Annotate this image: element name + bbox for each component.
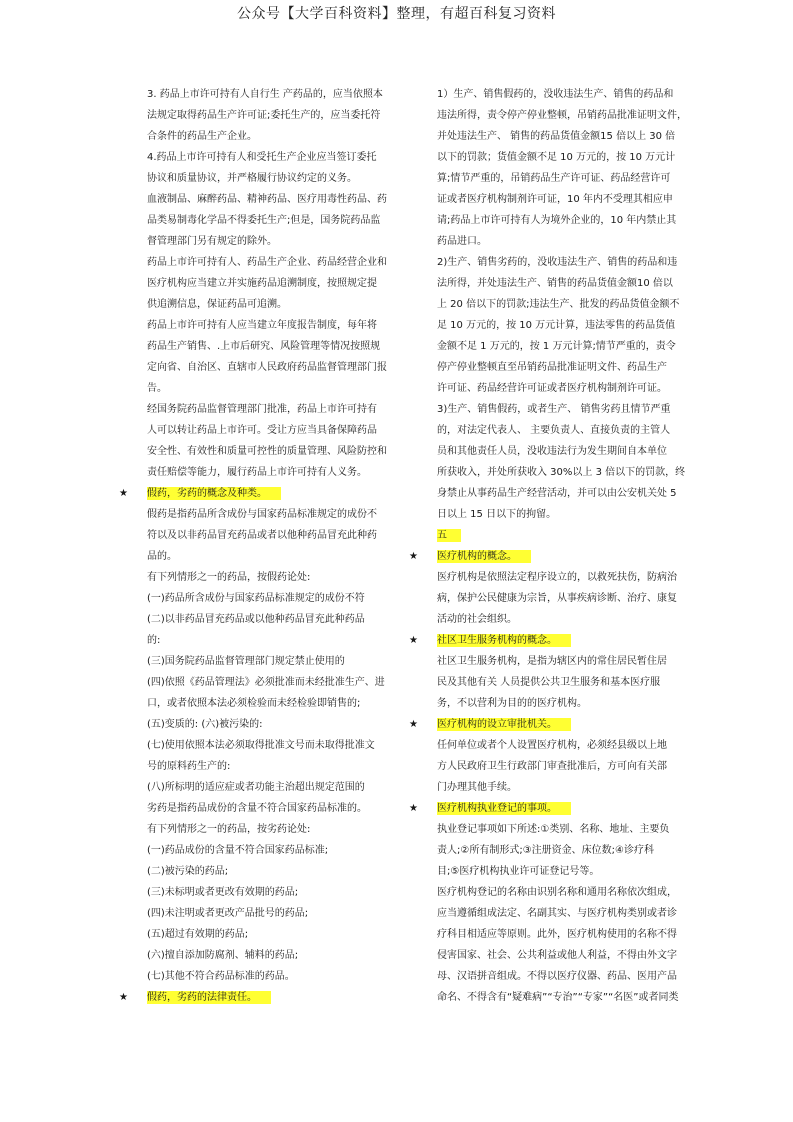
- text-line: [437, 147, 681, 168]
- text-line: [437, 399, 681, 420]
- text-line: [437, 441, 681, 462]
- text-line: [437, 231, 681, 252]
- text-line: [147, 231, 395, 252]
- line-text: (三)国务院药品监督管理部门规定禁止使用的: [147, 656, 345, 667]
- text-line: [437, 252, 681, 273]
- text-line: [437, 357, 681, 378]
- text-line: [147, 399, 395, 420]
- line-text: 足 10 万元的，按 10 万元计算，违法零售的药品货值: [437, 320, 676, 331]
- text-line: [147, 924, 395, 945]
- text-line: [147, 336, 395, 357]
- text-line: [437, 378, 681, 399]
- text-line: [147, 672, 395, 693]
- line-text: 上 20 倍以下的罚款;违法生产、批发的药品货值金额不: [437, 299, 680, 310]
- text-line: [147, 273, 395, 294]
- section-heading: [119, 483, 395, 504]
- line-text: (六)擅自添加防腐剂、辅料的药品;: [147, 950, 299, 961]
- line-text: 并处违法生产、 销售的药品货值金额15 倍以上 30 倍: [437, 131, 676, 142]
- text-line: [437, 504, 681, 525]
- text-line: [147, 147, 395, 168]
- star-icon: ★: [119, 992, 128, 1003]
- line-text: (一)药品成份的含量不符合国家药品标准;: [147, 845, 329, 856]
- right-column: [409, 84, 687, 1008]
- line-text: 药品上市许可持有人应当建立年度报告制度，每年将: [147, 320, 377, 331]
- text-line: [147, 84, 395, 105]
- highlighted-heading-text: 社区卫生服务机构的概念。: [437, 634, 571, 647]
- text-line: [437, 651, 681, 672]
- line-text: 任何单位或者个人设置医疗机构，必须经县级以上地: [437, 740, 667, 751]
- line-text: 金额不足 1 万元的，按 1 万元计算;情节严重的，责令: [437, 341, 676, 352]
- line-text: 医疗机构应当建立并实施药品追溯制度，按照规定提: [147, 278, 377, 289]
- line-text: 1）生产、销售假药的，没收违法生产、销售的药品和: [437, 89, 674, 100]
- section-heading: [409, 798, 681, 819]
- text-line: [437, 273, 681, 294]
- line-text: 命名、不得含有“疑难病”“专治”“专家”“名医”或者同类: [437, 992, 679, 1003]
- text-line: [437, 294, 681, 315]
- line-text: 责人;②所有制形式;③注册资金、床位数;④诊疗科: [437, 845, 655, 856]
- text-line: [147, 966, 395, 987]
- text-line: [437, 756, 681, 777]
- section-heading: [409, 630, 681, 651]
- section-heading: [409, 714, 681, 735]
- text-line: [437, 777, 681, 798]
- line-text: 符以及以非药品冒充药品或者以他种药品冒充此种药: [147, 530, 377, 541]
- text-line: [437, 336, 681, 357]
- text-line: [147, 252, 395, 273]
- line-text: (二)以非药品冒充药品或以他种药品冒充此种药品: [147, 614, 365, 625]
- left-column: [119, 84, 395, 1008]
- line-text: (八)所标明的适应症或者功能主治超出规定范围的: [147, 782, 365, 793]
- line-text: (七)其他不符合药品标准的药品。: [147, 971, 295, 982]
- line-text: 病，保护公民健康为宗旨，从事疾病诊断、治疗、康复: [437, 593, 677, 604]
- text-line: [147, 714, 395, 735]
- line-text: 定向省、自治区、直辖市人民政府药品监督管理部门报: [147, 362, 387, 373]
- text-line: [147, 945, 395, 966]
- line-text: 方人民政府卫生行政部门审查批准后，方可向有关部: [437, 761, 667, 772]
- highlighted-heading-text: 假药，劣药的概念及种类。: [147, 487, 281, 500]
- line-text: 应当遵循组成法定、名副其实、与医疗机构类别或者诊: [437, 908, 677, 919]
- text-line: [437, 735, 681, 756]
- text-line: [437, 210, 681, 231]
- text-line: [147, 756, 395, 777]
- text-line: [437, 567, 681, 588]
- line-text: 法所得，并处违法生产、销售的药品货值金额10 倍以: [437, 278, 673, 289]
- text-line: [147, 861, 395, 882]
- text-line: [437, 609, 681, 630]
- text-line: [147, 777, 395, 798]
- line-text: (二)被污染的药品;: [147, 866, 229, 877]
- line-text: 请;药品上市许可持有人为境外企业的，10 年内禁止其: [437, 215, 677, 226]
- text-line: [147, 819, 395, 840]
- text-line: [147, 105, 395, 126]
- highlighted-heading-text: 五: [437, 529, 461, 542]
- line-text: 药品上市许可持有人、药品生产企业、药品经营企业和: [147, 257, 387, 268]
- text-line: [437, 861, 681, 882]
- line-text: 身禁止从事药品生产经营活动，并可以由公安机关处 5: [437, 488, 677, 499]
- line-text: 算;情节严重的，吊销药品生产许可证、药品经营许可: [437, 173, 671, 184]
- star-icon: ★: [409, 635, 418, 646]
- text-line: [437, 126, 681, 147]
- line-text: 协议和质量协议，并严格履行协议约定的义务。: [147, 173, 357, 184]
- text-line: [147, 294, 395, 315]
- text-line: [147, 693, 395, 714]
- text-line: [437, 420, 681, 441]
- text-line: [147, 651, 395, 672]
- line-text: 活动的社会组织。: [437, 614, 517, 625]
- text-line: [437, 462, 686, 483]
- text-line: [147, 546, 395, 567]
- line-text: 日以上 15 日以下的拘留。: [437, 509, 557, 520]
- highlighted-heading-text: 医疗机构的概念。: [437, 550, 531, 563]
- text-line: [437, 693, 681, 714]
- line-text: 门办理其他手续。: [437, 782, 517, 793]
- text-line: [147, 567, 395, 588]
- line-text: 责任赔偿等能力，履行药品上市许可持有人义务。: [147, 467, 367, 478]
- text-line: [437, 945, 681, 966]
- line-text: 供追溯信息，保证药品可追溯。: [147, 299, 287, 310]
- text-line: [147, 378, 395, 399]
- line-text: (五)超过有效期的药品;: [147, 929, 249, 940]
- text-line: [147, 189, 395, 210]
- line-text: 2)生产、销售劣药的，没收违法生产、销售的药品和违: [437, 257, 678, 268]
- line-text: 口，或者依照本法必须检验而未经检验即销售的;: [147, 698, 361, 709]
- text-line: [437, 882, 681, 903]
- line-text: 证或者医疗机构制剂许可证，10 年内不受理其相应申: [437, 194, 673, 205]
- line-text: 员和其他责任人员，没收违法行为发生期间自本单位: [437, 446, 667, 457]
- text-line: [437, 84, 681, 105]
- line-text: 督管理部门另有规定的除外。: [147, 236, 277, 247]
- line-text: 安全性、有效性和质量可控性的质量管理、风险防控和: [147, 446, 387, 457]
- line-text: 假药是指药品所含成份与国家药品标准规定的成份不: [147, 509, 377, 520]
- line-text: 药品生产销售、.上市后研究、风险管理等情况按照规: [147, 341, 381, 352]
- text-line: [147, 315, 395, 336]
- text-line: [437, 105, 687, 126]
- line-text: 4.药品上市许可持有人和受托生产企业应当签订委托: [147, 152, 377, 163]
- text-line: [147, 126, 395, 147]
- text-line: [147, 504, 395, 525]
- line-text: 劣药是指药品成份的含量不符合国家药品标准的。: [147, 803, 367, 814]
- text-line: [437, 483, 681, 504]
- line-text: 停产停业整顿直至吊销药品批准证明文件、药品生产: [437, 362, 667, 373]
- line-text: 品类易制毒化学品不得委托生产;但是，国务院药品监: [147, 215, 381, 226]
- highlighted-heading-text: 医疗机构执业登记的事项。: [437, 802, 571, 815]
- text-line: [437, 924, 681, 945]
- star-icon: ★: [409, 803, 418, 814]
- line-text: (一)药品所含成份与国家药品标准规定的成份不符: [147, 593, 365, 604]
- star-icon: ★: [119, 488, 128, 499]
- text-line: [437, 840, 681, 861]
- text-line: [147, 420, 395, 441]
- line-text: 人可以转让药品上市许可。受让方应当具备保障药品: [147, 425, 377, 436]
- text-line: [437, 987, 681, 1008]
- line-text: 的:: [147, 635, 161, 646]
- text-line: [437, 966, 681, 987]
- text-line: [147, 525, 395, 546]
- text-line: [147, 168, 395, 189]
- line-text: 以下的罚款；货值金额不足 10 万元的，按 10 万元计: [437, 152, 676, 163]
- text-line: [147, 462, 395, 483]
- line-text: 经国务院药品监督管理部门批准，药品上市许可持有: [147, 404, 377, 415]
- line-text: 民及其他有关 人员提供公共卫生服务和基本医疗服: [437, 677, 661, 688]
- text-line: [147, 882, 395, 903]
- text-line: [147, 630, 395, 651]
- line-text: 执业登记事项如下所述:①类别、名称、地址、主要负: [437, 824, 670, 835]
- star-icon: ★: [409, 551, 418, 562]
- text-line: [147, 609, 395, 630]
- line-text: 医疗机构登记的名称由识别名称和通用名称依次组成，: [437, 887, 677, 898]
- highlighted-heading-text: 医疗机构的设立审批机关。: [437, 718, 571, 731]
- text-line: [147, 588, 395, 609]
- text-line: [147, 441, 395, 462]
- text-line: [437, 672, 681, 693]
- line-text: (三)未标明或者更改有效期的药品;: [147, 887, 299, 898]
- line-text: 目;⑤医疗机构执业许可证登记号等。: [437, 866, 600, 877]
- line-text: 告。: [147, 383, 167, 394]
- line-text: 法规定取得药品生产许可证;委托生产的，应当委托符: [147, 110, 381, 121]
- line-text: 所获收入，并处所获收入 30%以上 3 倍以下的罚款，终: [437, 467, 686, 478]
- line-text: 有下列情形之一的药品，按劣药论处:: [147, 824, 311, 835]
- line-text: 许可证、药品经营许可证或者医疗机构制剂许可证。: [437, 383, 667, 394]
- text-line: [437, 588, 681, 609]
- text-line: [437, 168, 681, 189]
- line-text: 社区卫生服务机构，是指为辖区内的常住居民暂住居: [437, 656, 667, 667]
- line-text: 疗科目相适应等原则。此外，医疗机构使用的名称不得: [437, 929, 677, 940]
- line-text: 的，对法定代表人、 主要负责人、直接负责的主管人: [437, 425, 671, 436]
- star-icon: ★: [409, 719, 418, 730]
- text-line: [147, 735, 395, 756]
- page-header: 公众号【大学百科资料】整理，有超百科复习资料: [237, 6, 556, 22]
- section-heading: [409, 546, 681, 567]
- line-text: 号的原料药生产的:: [147, 761, 231, 772]
- line-text: 血液制品、麻醉药品、精神药品、医疗用毒性药品、药: [147, 194, 387, 205]
- highlighted-heading-text: 假药，劣药的法律责任。: [147, 991, 271, 1004]
- text-line: [147, 840, 395, 861]
- line-text: 品的。: [147, 551, 177, 562]
- line-text: 医疗机构是依照法定程序设立的，以救死扶伤，防病治: [437, 572, 677, 583]
- line-text: 3)生产、销售假药，或者生产、 销售劣药且情节严重: [437, 404, 671, 415]
- text-line: [147, 903, 395, 924]
- line-text: 母、汉语拼音组成。不得以医疗仪器、药品、医用产品: [437, 971, 677, 982]
- line-text: (五)变质的: (六)被污染的:: [147, 719, 263, 730]
- line-text: (四)依照《药品管理法》必须批准而未经批准生产、进: [147, 677, 385, 688]
- text-line: [437, 189, 681, 210]
- text-line: [437, 903, 681, 924]
- text-line: [437, 819, 681, 840]
- line-text: (四)未注明或者更改产品批号的药品;: [147, 908, 309, 919]
- line-text: 合条件的药品生产企业。: [147, 131, 257, 142]
- text-line: [147, 210, 395, 231]
- section-heading: [437, 525, 681, 546]
- text-line: [147, 357, 395, 378]
- line-text: 务，不以营利为目的的医疗机构。: [437, 698, 587, 709]
- line-text: (七)使用依照本法必须取得批准文号而未取得批准文: [147, 740, 375, 751]
- line-text: 药品进口。: [437, 236, 487, 247]
- line-text: 侵害国家、社会、公共利益或他人利益，不得由外文字: [437, 950, 677, 961]
- line-text: 3. 药品上市许可持有人自行生 产药品的，应当依照本: [147, 89, 383, 100]
- line-text: 有下列情形之一的药品，按假药论处:: [147, 572, 311, 583]
- section-heading: [119, 987, 395, 1008]
- line-text: 违法所得，责令停产停业整顿，吊销药品批准证明文件，: [437, 110, 687, 121]
- text-line: [147, 798, 395, 819]
- text-line: [437, 315, 681, 336]
